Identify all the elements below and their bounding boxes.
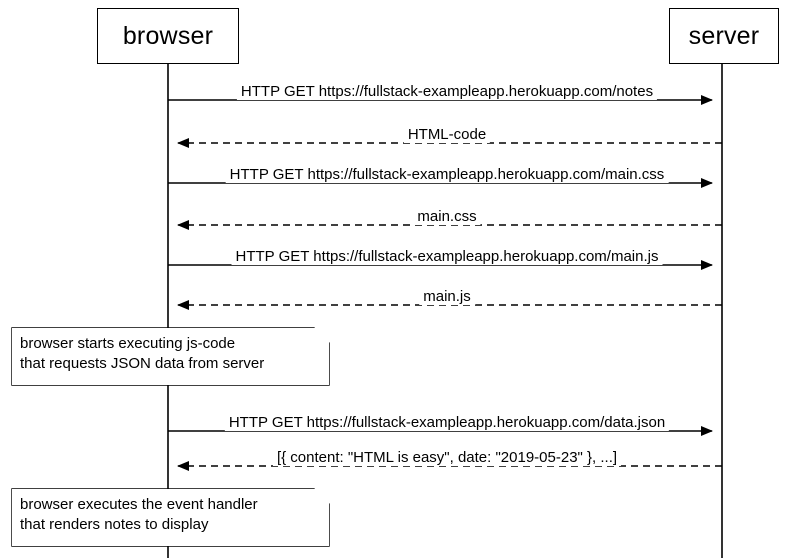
message-label-html-code: HTML-code — [404, 126, 490, 143]
message-label-get-notes: HTTP GET https://fullstack-exampleapp.herokuapp.com/notes — [237, 83, 657, 100]
note-event-handler-line-1: browser executes the event handler — [20, 496, 258, 513]
message-label-json-payload: [{ content: "HTML is easy", date: "2019-05-23" }, ...] — [273, 449, 621, 466]
message-label-get-main-css: HTTP GET https://fullstack-exampleapp.herokuapp.com/main.css — [226, 166, 669, 183]
participant-server[interactable] — [669, 8, 779, 64]
message-label-get-main-js: HTTP GET https://fullstack-exampleapp.herokuapp.com/main.js — [232, 248, 663, 265]
message-label-main-css: main.css — [413, 208, 480, 225]
note-js-execution — [12, 328, 329, 385]
participant-browser-label: browser — [122, 21, 214, 50]
note-event-handler-line-2: that renders notes to display — [20, 516, 209, 534]
note-event-handler — [12, 489, 329, 546]
participant-browser[interactable] — [97, 8, 239, 64]
message-label-main-js: main.js — [419, 288, 475, 305]
note-js-execution-line-1: browser starts executing js-code — [20, 335, 236, 352]
message-label-get-data-json: HTTP GET https://fullstack-exampleapp.herokuapp.com/data.json — [225, 414, 669, 431]
participant-server-label: server — [688, 21, 760, 50]
note-js-execution-line-2: that requests JSON data from server — [20, 355, 265, 373]
